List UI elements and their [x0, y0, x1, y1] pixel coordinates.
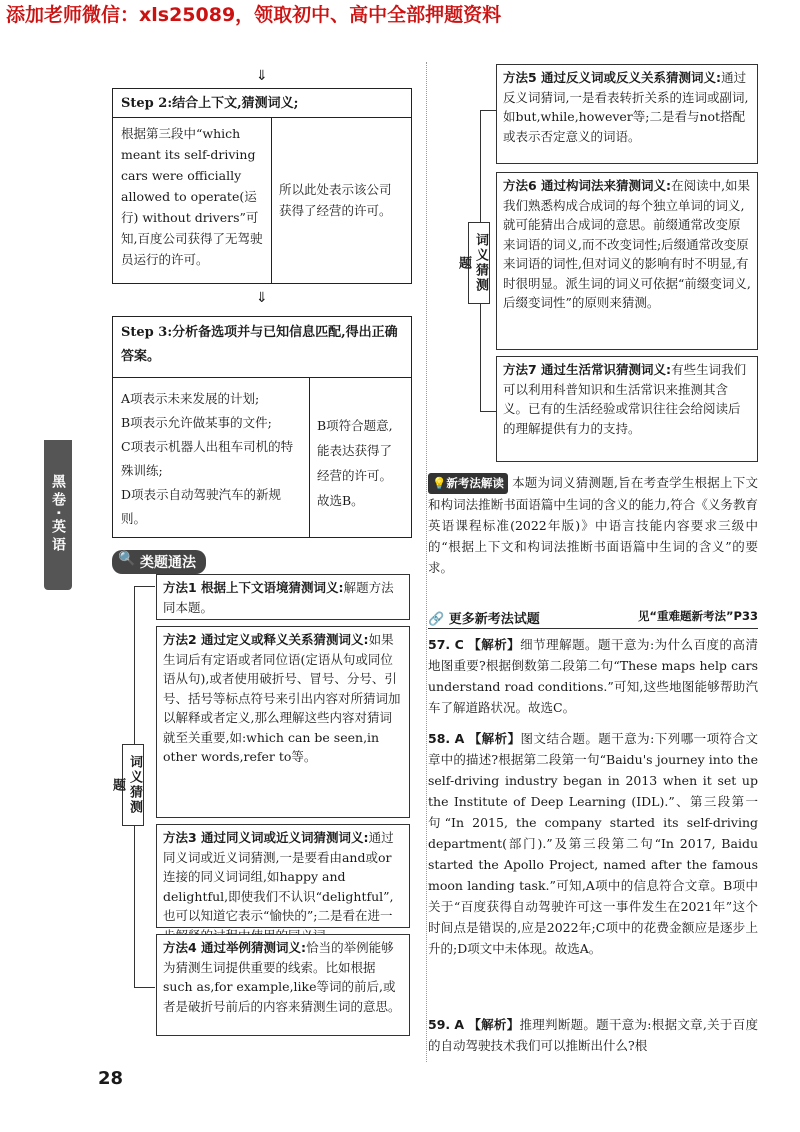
method-6-title: 方法6 通过构词法来猜测词义:	[503, 178, 672, 193]
step3-heading: Step 3:分析备选项并与已知信息匹配,得出正确答案。	[121, 325, 398, 364]
method-5-box	[496, 64, 758, 164]
more-questions-header	[428, 608, 758, 627]
new-exam-tag: 💡新考法解读	[428, 473, 508, 494]
column-divider	[426, 62, 427, 1062]
method-2-title: 方法2 通过定义或释义关系猜测词义:	[163, 632, 369, 647]
category-label-right: 词义猜测题	[468, 222, 490, 304]
method-7-body: 有些生词我们可以利用科普知识和生活常识来推测其含义。已有的生活经验或常识往往会给阅读后的理解提供有力的支持。	[503, 362, 747, 436]
down-arrow-icon: ⇓	[256, 68, 268, 84]
link-icon: 🔗	[428, 612, 445, 627]
method-2-body: 如果生词后有定语或者同位语(定语从句或同位语从句),或者使用破折号、冒号、分号、引号、括号等标点符号来引出内容对所猜词加以解释或者定义,那么理解这些内容对猜词就至关重要,如:which can be seen,in other words,refer to等。	[163, 632, 401, 764]
method-3-title: 方法3 通过同义词或近义词猜测词义:	[163, 830, 369, 845]
step3-options	[113, 383, 309, 535]
new-exam-interpretation	[428, 472, 758, 578]
new-exam-text: 本题为词义猜测题,旨在考查学生根据上下文和构词法推断书面语篇中生词的含义的能力,符合《义务教育英语课程标准(2022年版)》中语言技能内容要求三级中的“根据上下文和构词法推断书面语篇中生词的含义”的要求。	[428, 475, 758, 575]
step2-left-text: 根据第三段中“which meant its self-driving cars were officially allowed to operate(运行) without drivers”可知,百度公司获得了无驾驶员运行的许可。	[121, 126, 263, 267]
method-6-box	[496, 172, 758, 350]
method-5-title: 方法5 通过反义词或反义关系猜测词义:	[503, 70, 722, 85]
method-7-box	[496, 356, 758, 462]
method-3-box	[156, 824, 410, 928]
method-1-title: 方法1 根据上下文语境猜测词义:	[163, 580, 344, 595]
method-4-title: 方法4 通过举例猜测词义:	[163, 940, 307, 955]
answer-57: 57. C 【解析】细节理解题。题干意为:为什么百度的高清地图重要?根据倒数第二段第二句“These maps help cars understand road conditions.”可知,这些地图能够帮助汽车了解道路状况。故选C。	[428, 637, 758, 715]
step3-option-a: A项表示未来发展的计划;	[121, 391, 260, 406]
method-4-box	[156, 934, 410, 1036]
step2-table	[112, 88, 412, 284]
method-2-box	[156, 626, 410, 818]
more-questions-title: 更多新考法试题	[448, 612, 540, 627]
down-arrow-icon: ⇓	[256, 290, 268, 306]
subject-side-tab: 黑卷·英语	[44, 440, 72, 590]
step2-right-text: 所以此处表示该公司获得了经营的许可。	[279, 182, 392, 218]
step2-heading: Step 2:结合上下文,猜测词义;	[121, 96, 299, 111]
more-questions-ref: 见“重难题新考法”P33	[637, 609, 758, 623]
lightbulb-icon: 💡	[432, 476, 447, 490]
method-5-body: 通过反义词猜词,一是看表转折关系的连词或副词,如but,while,however等;二是看与not搭配或表示否定意义的词语。	[503, 70, 749, 144]
method-7-title: 方法7 通过生活常识猜测词义:	[503, 362, 672, 377]
page-number: 28	[98, 1068, 124, 1089]
method-6-body: 在阅读中,如果我们熟悉构成合成词的每个独立单词的词义,就可能猜出合成词的意思。前缀通常改变原来词语的词义,而不改变词性;后缀通常改变原来词语的词性,但对词义的影响有时不明显,有时很明显。派生词的词义可依据“前缀变词义,后缀变词性”的原则来猜测。	[503, 178, 751, 310]
step3-option-c: C项表示机器人出租车司机的特殊训练;	[121, 439, 294, 478]
method-1-box	[156, 574, 410, 620]
method-4-body: 恰当的举例能够为猜测生词提供重要的线索。比如根据such as,for example,like等词的前后,或者是破折号前后的内容来猜测生词的意思。	[163, 940, 401, 1014]
step3-option-d: D项表示自动驾驶汽车的新规则。	[121, 487, 282, 526]
step3-table	[112, 316, 412, 538]
answer-59: 59. A 【解析】推理判断题。题干意为:根据文章,关于百度的自动驾驶技术我们可以推断出什么?根	[428, 1017, 758, 1053]
answer-58: 58. A 【解析】图文结合题。题干意为:下列哪一项符合文章中的描述?根据第二段第一句“Baidu's journey into the self-driving industry began in 2013 when it set up the Institute of Deep Learning (IDL).”、第三段第一句“In 2015, the company started its self-driving department(部门).”及第三段第二句“In 2017, Baidu started the Apollo Project, named after the famous moon landing task.”可知,A项中的信息符合文章。B项中关于“百度获得自动驾驶许可这一事件发生在2021年”这个时间点是错误的,应是2022年;C项中的花费金额应是逐步上升的;D项文中未体现。故选A。	[428, 731, 758, 956]
method-1-body: 解题方法同本题。	[163, 580, 394, 615]
step3-option-b: B项表示允许做某事的文件;	[121, 415, 272, 430]
section-title: 🔍 类题通法	[112, 550, 206, 574]
method-3-body: 通过同义词或近义词猜测,一是要看由and或or连接的同义词词组,如happy and delightful,即使我们不认识“delightful”,也可以知道它表示“愉快的”;二是看在进一	[163, 830, 394, 923]
step3-right-text: B项符合题意,能表达获得了经营的许可。故选B。	[317, 418, 393, 508]
promo-banner: 添加老师微信：xls25089，领取初中、高中全部押题资料	[6, 4, 502, 26]
search-icon: 🔍	[118, 551, 136, 567]
category-label-left: 词义猜测题	[122, 744, 144, 826]
